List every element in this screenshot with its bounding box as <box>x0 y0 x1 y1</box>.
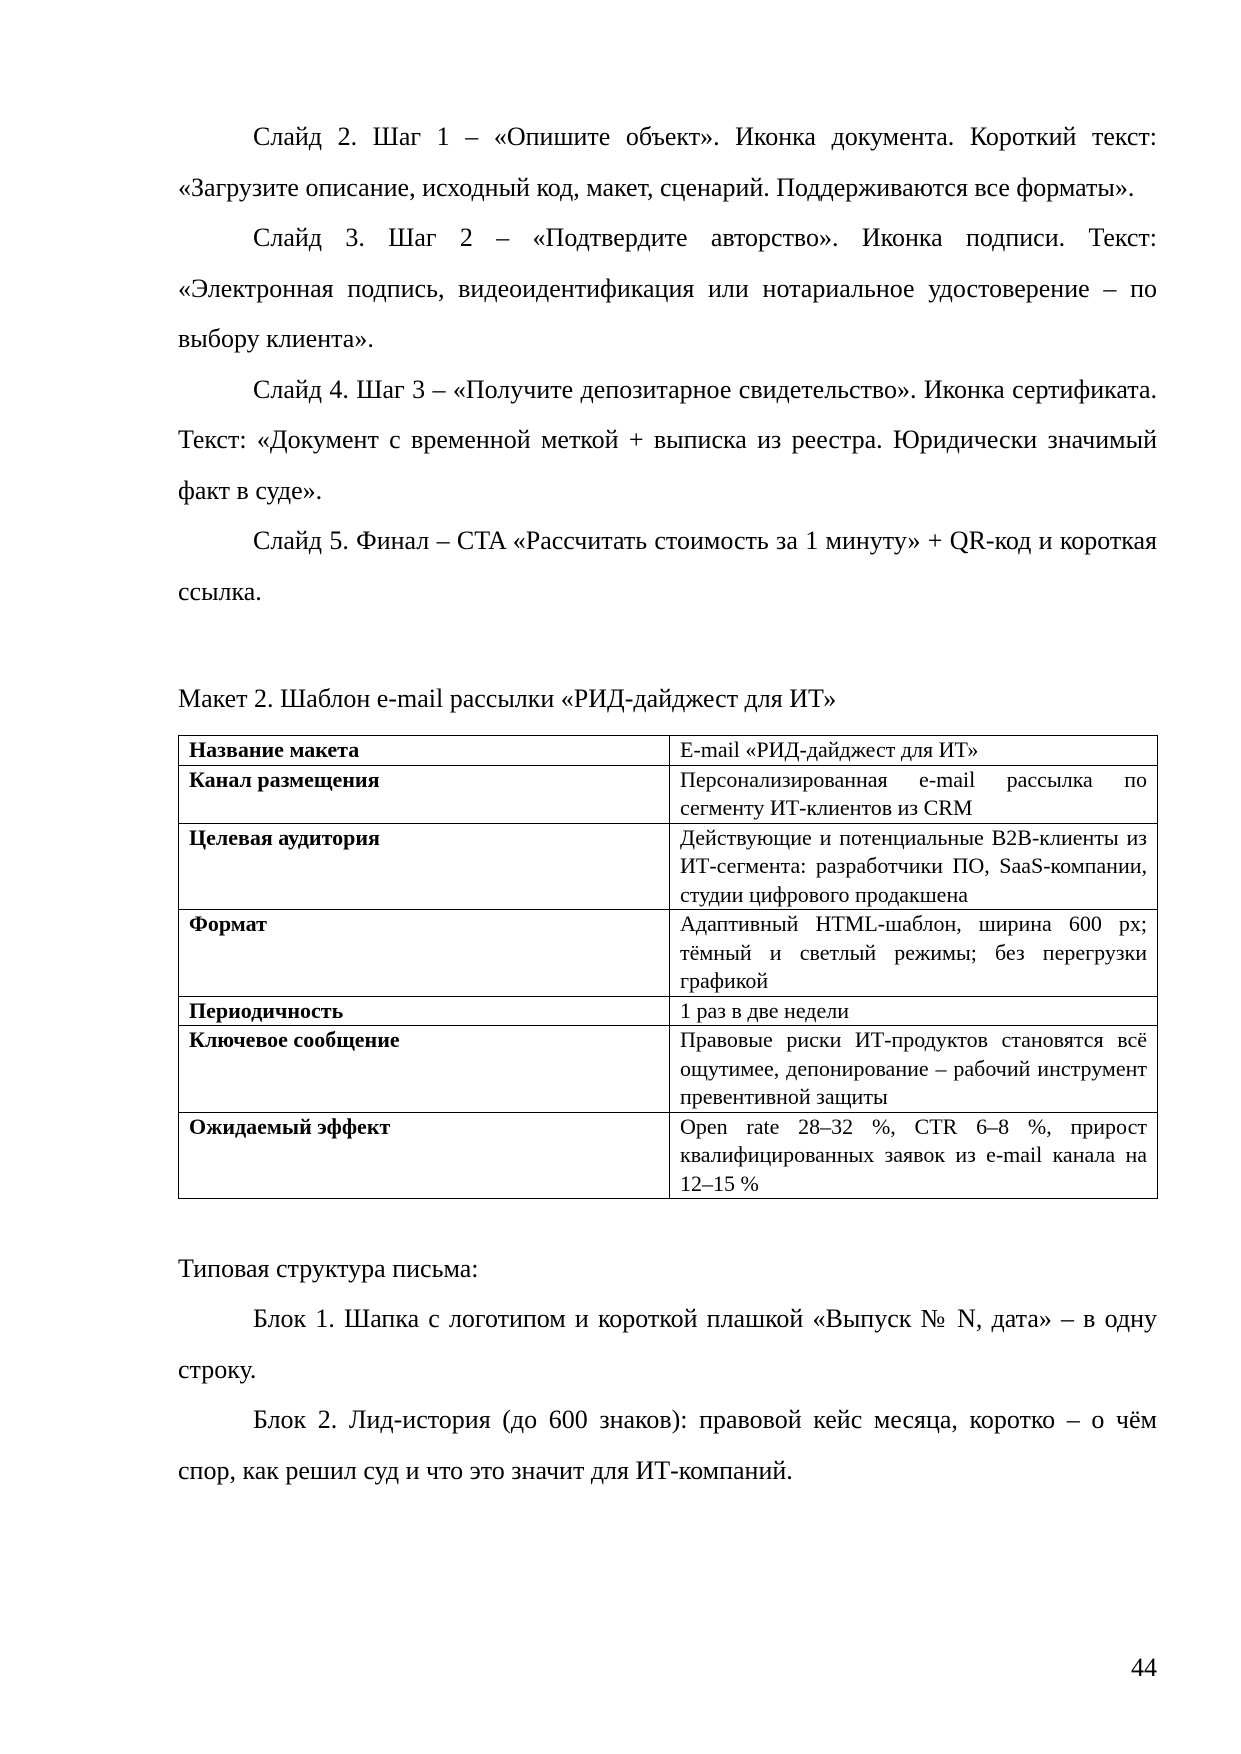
document-page <box>178 112 1157 1496</box>
row-key: Ожидаемый эффект <box>179 1112 670 1199</box>
table-row <box>179 1026 1158 1113</box>
table-row <box>179 765 1158 823</box>
email-template-table <box>178 735 1158 1199</box>
slide-5-paragraph: Слайд 5. Финал – CTA «Рассчитать стоимость за 1 минуту» + QR-код и короткая ссылка. <box>178 526 1157 606</box>
table-row <box>179 736 1158 766</box>
table-row <box>179 910 1158 997</box>
table-caption: Макет 2. Шаблон e-mail рассылки «РИД-дайджест для ИТ» <box>178 684 837 713</box>
slide-3-paragraph: Слайд 3. Шаг 2 – «Подтвердите авторство». Иконка подписи. Текст: «Электронная подпись, видеоидентификация или нотариальное удостоверение – по выбору клиента». <box>178 223 1157 353</box>
row-value: Адаптивный HTML-шаблон, ширина 600 px; тёмный и светлый режимы; без перегрузки графикой <box>670 910 1158 997</box>
row-key: Канал размещения <box>179 765 670 823</box>
table-row <box>179 1112 1158 1199</box>
row-key: Название макета <box>179 736 670 766</box>
row-key: Периодичность <box>179 996 670 1026</box>
block-2-paragraph: Блок 2. Лид-история (до 600 знаков): правовой кейс месяца, коротко – о чём спор, как решил суд и что это значит для ИТ-компаний. <box>178 1405 1157 1485</box>
row-key: Целевая аудитория <box>179 823 670 910</box>
row-value: Персонализированная e-mail рассылка по сегменту ИТ-клиентов из CRM <box>670 765 1158 823</box>
row-value: E-mail «РИД-дайджест для ИТ» <box>670 736 1158 766</box>
row-value: Правовые риски ИТ-продуктов становятся всё ощутимее, депонирование – рабочий инструмент превентивной защиты <box>670 1026 1158 1113</box>
slide-4-paragraph: Слайд 4. Шаг 3 – «Получите депозитарное свидетельство». Иконка сертификата. Текст: «Документ с временной меткой + выписка из реестра. Юридически значимый факт в суде». <box>178 374 1157 505</box>
row-key: Ключевое сообщение <box>179 1026 670 1113</box>
structure-title: Типовая структура письма: <box>178 1254 479 1283</box>
table-row <box>179 823 1158 910</box>
row-value: Действующие и потенциальные B2B-клиенты из ИТ-сегмента: разработчики ПО, SaaS-компании, студии цифрового продакшена <box>670 823 1158 910</box>
row-value: 1 раз в две недели <box>670 996 1158 1026</box>
block-1-paragraph: Блок 1. Шапка с логотипом и короткой плашкой «Выпуск № N, дата» – в одну строку. <box>178 1304 1157 1384</box>
page-number: 44 <box>1131 1653 1157 1682</box>
row-key: Формат <box>179 910 670 997</box>
table-row <box>179 996 1158 1026</box>
row-value: Open rate 28–32 %, CTR 6–8 %, прирост квалифицированных заявок из e-mail канала на 12–15 % <box>670 1112 1158 1199</box>
slide-2-paragraph: Слайд 2. Шаг 1 – «Опишите объект». Иконка документа. Короткий текст: «Загрузите описание, исходный код, макет, сценарий. Поддерживаются все форматы». <box>178 122 1157 202</box>
